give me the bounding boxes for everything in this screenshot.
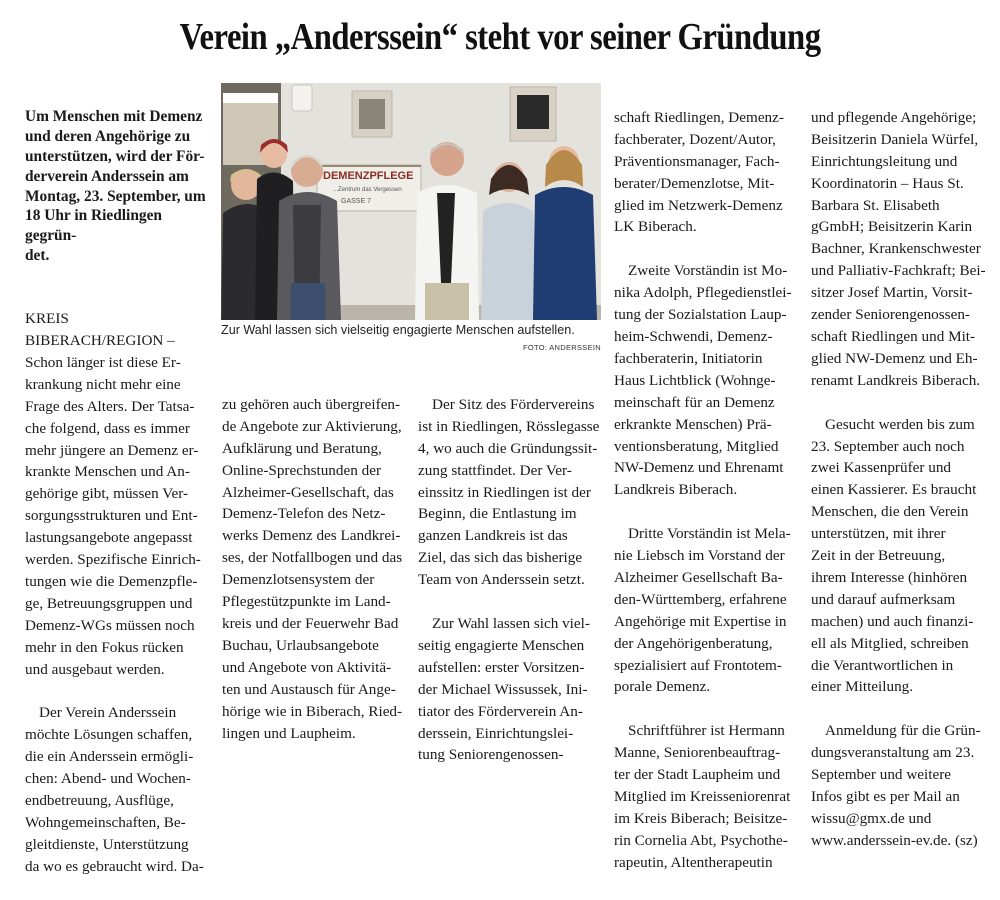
body-paragraph: Gesucht werden bis zum 23. September auch noch zwei Kassenprüfer und einen Kassierer. Es braucht Menschen, die den Verein unterstützen, mit ihrer Zeit in der Betreuung, ihrem Interesse (hinhören und darauf aufmerksam machen) und auch finanzi- ell als Mitglied, schreiben die Verantwortlichen in einer Mitteilung.	[811, 415, 977, 696]
sign-subtitle: ...Zentrum das Vergessen	[333, 187, 402, 193]
photo-caption: Zur Wahl lassen sich vielseitig engagierte Menschen aufstellen.	[221, 323, 575, 337]
sign-address: GASSE 7	[341, 198, 371, 205]
body-paragraph: Zweite Vorständin ist Mo- nika Adolph, Pflegedienstlei- tung der Sozialstation Laup- heim-Schwendi, Demenz- fachberaterin, Initiatorin Haus Lichtblick (Wohnge- meinschaft für an Demenz erkrankte Menschen) Prä- ventionsberatung, Mitglied NW-Demenz und Ehrenamt Landkreis Biberach.	[614, 262, 792, 499]
body-paragraph: Anmeldung für die Grün- dungsveranstaltung am 23. September und weitere Infos gibt es per Mail an wissu@gmx.de und www.anderssein-ev.de. (sz)	[811, 722, 981, 849]
body-paragraph: und pflegende Angehörige; Beisitzerin Daniela Würfel, Einrichtungsleitung und Koordinatorin – Haus St. Barbara St. Elisabeth gGmbH; Beisitzerin Karin Bachner, Krankenschwester und Palliativ-Fachkraft; Bei- sitzer Josef Martin, Vorsit- zender Seniorengenossen- schaft Riedlingen und Mit- glied NW-Demenz und Eh- renamt Landkreis Biberach.	[811, 108, 986, 389]
body-paragraph: Der Verein Anderssein möchte Lösungen schaffen, die ein Anderssein ermögli- chen: Abend- und Wochen- endbetreuung, Ausflüge, Wohngemeinschaften, Be- gleitdienste, Unterstützung da wo es gebraucht wird. Da-	[25, 704, 204, 875]
group-photo	[221, 83, 601, 320]
headline: Verein „Anderssein“ steht vor seiner Gründung	[179, 16, 821, 58]
photo-credit: FOTO: ANDERSSEIN	[522, 343, 601, 352]
body-paragraph: Schriftführer ist Hermann Manne, Seniorenbeauftrag- ter der Stadt Laupheim und Mitglied im Kreisseniorenrat im Kreis Biberach; Beisitze- rin Cornelia Abt, Psychothe- rapeutin, Altentherapeutin	[614, 722, 791, 871]
lead-paragraph: Um Menschen mit Demenz und deren Angehörige zu unterstützen, wird der För- derverein Anderssein am Montag, 23. September, um 18 Uhr in Riedlingen gegrün- det.	[25, 107, 206, 265]
body-paragraph: Dritte Vorständin ist Mela- nie Liebsch im Vorstand der Alzheimer Gesellschaft Ba- den-Württemberg, erfahrene Angehörige mit Expertise in der Angehörigenberatung, spezialisiert auf Frontotem- porale Demenz.	[614, 525, 791, 696]
group-photo-illustration	[221, 83, 601, 320]
body-paragraph: zu gehören auch übergreifen- de Angebote zur Aktivierung, Aufklärung und Beratung, Online-Sprechstunden der Alzheimer-Gesellschaft, das Demenz-Telefon des Netz- werks Demenz des Landkrei- ses, der Notfallbogen und das Demenzlotsensystem der Pflegestützpunkte im Land- kreis und der Feuerwehr Bad Buchau, Urlaubsangebote und Angebote von Aktivitä- ten und Austausch für Ange- hörige wie in Biberach, Ried- lingen und Laupheim.	[222, 395, 403, 742]
article-column-4	[614, 85, 797, 896]
article-column-3	[418, 372, 600, 788]
body-paragraph: Zur Wahl lassen sich viel- seitig engagierte Menschen aufstellen: erster Vorsitzen- der Michael Wissussek, Ini- tiator des Förderverein An- derssein, Einrichtungslei- tung Seniorengenossen-	[418, 614, 590, 764]
body-paragraph: Der Sitz des Fördervereins ist in Riedlingen, Rösslegasse 4, wo auch die Gründungssit- zung stattfindet. Der Ver- einssitz in Riedlingen ist der Beginn, die Entlastung im ganzen Landkreis ist das Ziel, das sich das bisherige Team von Anderssein setzt.	[418, 395, 600, 589]
article-column-1	[25, 85, 208, 900]
article-column-5	[811, 85, 994, 874]
sign-title: DEMENZPFLEGE	[323, 170, 414, 182]
body-paragraph: schaft Riedlingen, Demenz- fachberater, Dozent/Autor, Präventionsmanager, Fach- berater/Demenzlotse, Mit- glied im Netzwerk-Demenz LK Biberach.	[614, 108, 784, 236]
article-column-2	[222, 372, 404, 766]
body-paragraph: KREIS BIBERACH/REGION – Schon länger ist diese Er- krankung nicht mehr eine Frage des Alters. Der Tatsa- che folgend, dass es immer mehr jüngere an Demenz er- krankte Menschen und An- gehörige gibt, müssen Ver- sorgungsstrukturen und Ent- lastungsangebote angepasst werden. Spezifische Einrich- tungen wie die Demenzpfle- ge, Betreuungsgruppen und Demenz-WGs müssen noch mehr in den Fokus rücken und ausgebaut werden.	[25, 310, 201, 678]
